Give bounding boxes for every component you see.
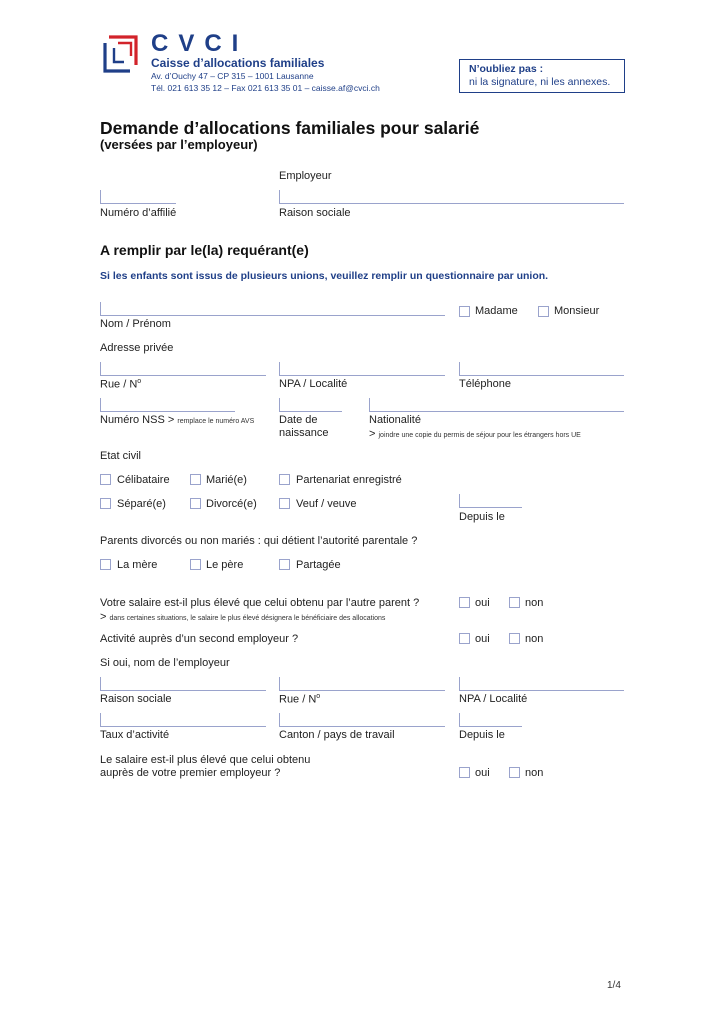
affiliate-number-field[interactable] [100,190,176,204]
cvci-logo-icon [100,34,142,76]
affiliate-number-label: Numéro d’affilié [100,207,177,219]
second-employer-no-label: non [525,633,544,645]
partagee-label: Partagée [296,559,341,571]
address-heading: Adresse privée [100,342,174,354]
partagee-checkbox[interactable] [279,559,290,570]
monsieur-label: Monsieur [554,305,600,317]
divorce-checkbox[interactable] [190,498,201,509]
civil-since-label: Depuis le [459,511,505,523]
applicant-heading: A remplir par le(la) requérant(e) [100,242,309,258]
second-employer-yes-checkbox[interactable] [459,633,470,644]
employer-company-label: Raison sociale [279,207,351,219]
reminder-box [459,59,625,93]
salary-question: Votre salaire est-il plus élevé que celui obtenu par l’autre parent ? [100,597,420,609]
npa-field[interactable] [279,362,445,376]
page-title: Demande d’allocations familiales pour salarié [100,118,480,138]
org-name: Caisse d’allocations familiales [151,56,325,70]
page-number: 1/4 [607,980,621,991]
mere-label: La mère [117,559,158,571]
madame-label: Madame [475,305,518,317]
veuf-checkbox[interactable] [279,498,290,509]
name-field[interactable] [100,302,445,316]
divorce-label: Divorcé(e) [206,498,257,510]
npa-label: NPA / Localité [279,378,348,390]
street-field[interactable] [100,362,266,376]
canton-label: Canton / pays de travail [279,729,395,741]
second-npa-label: NPA / Localité [459,693,528,705]
salary-no-label: non [525,597,544,609]
canton-field[interactable] [279,713,445,727]
phone-label: Téléphone [459,378,511,390]
phone-field[interactable] [459,362,624,376]
nss-label: Numéro NSS > remplace le numéro AVS [100,414,255,426]
employer-heading: Employeur [279,170,332,182]
second-company-label: Raison sociale [100,693,172,705]
marie-checkbox[interactable] [190,474,201,485]
second-employer-yes-label: oui [475,633,490,645]
second-npa-field[interactable] [459,677,624,691]
brand-name: CVCI [151,30,249,57]
org-address: Av. d’Ouchy 47 – CP 315 – 1001 Lausanne [151,71,314,81]
reminder-text: ni la signature, ni les annexes. [469,76,611,88]
second-employer-no-checkbox[interactable] [509,633,520,644]
pere-checkbox[interactable] [190,559,201,570]
higher-salary-no-checkbox[interactable] [509,767,520,778]
salary-yes-checkbox[interactable] [459,597,470,608]
separe-label: Séparé(e) [117,498,166,510]
second-street-label: Rue / $N^o$ [279,693,321,706]
celibataire-checkbox[interactable] [100,474,111,485]
salary-no-checkbox[interactable] [509,597,520,608]
activity-rate-field[interactable] [100,713,266,727]
civil-since-field[interactable] [459,494,522,508]
higher-salary-question: Le salaire est-il plus élevé que celui obtenu auprès de votre premier employeur ? [100,754,311,779]
unions-note: Si les enfants sont issus de plusieurs unions, veuillez remplir un questionnaire par union. [100,270,549,282]
partenariat-checkbox[interactable] [279,474,290,485]
separe-checkbox[interactable] [100,498,111,509]
salary-note: > dans certaines situations, le salaire le plus élevé désignera le bénéficiaire des allocations [100,611,386,623]
nationality-note: > joindre une copie du permis de séjour pour les étrangers hors UE [369,428,581,440]
higher-salary-no-label: non [525,767,544,779]
mere-checkbox[interactable] [100,559,111,570]
marie-label: Marié(e) [206,474,247,486]
nationality-label: Nationalité [369,414,421,426]
nss-field[interactable] [100,398,235,412]
veuf-label: Veuf / veuve [296,498,357,510]
authority-question: Parents divorcés ou non mariés : qui détient l’autorité parentale ? [100,535,418,547]
salary-yes-label: oui [475,597,490,609]
employer-name-heading: Si oui, nom de l’employeur [100,657,230,669]
higher-salary-yes-checkbox[interactable] [459,767,470,778]
second-since-field[interactable] [459,713,522,727]
second-company-field[interactable] [100,677,266,691]
civil-status-heading: Etat civil [100,450,141,462]
nationality-field[interactable] [369,398,624,412]
monsieur-checkbox[interactable] [538,306,549,317]
activity-rate-label: Taux d’activité [100,729,170,741]
second-street-field[interactable] [279,677,445,691]
name-label: Nom / Prénom [100,318,171,330]
birth-date-label: Date de naissance [279,414,329,439]
second-since-label: Depuis le [459,729,505,741]
higher-salary-yes-label: oui [475,767,490,779]
employer-company-field[interactable] [279,190,624,204]
birth-date-field[interactable] [279,398,342,412]
page-subtitle: (versées par l’employeur) [100,137,258,152]
org-contact: Tél. 021 613 35 12 – Fax 021 613 35 01 – caisse.af@cvci.ch [151,83,380,93]
street-label: Rue / $N^o$ [100,378,142,391]
madame-checkbox[interactable] [459,306,470,317]
celibataire-label: Célibataire [117,474,170,486]
partenariat-label: Partenariat enregistré [296,474,402,486]
pere-label: Le père [206,559,244,571]
second-employer-question: Activité auprès d’un second employeur ? [100,633,299,645]
reminder-title: N’oubliez pas : [469,63,544,75]
